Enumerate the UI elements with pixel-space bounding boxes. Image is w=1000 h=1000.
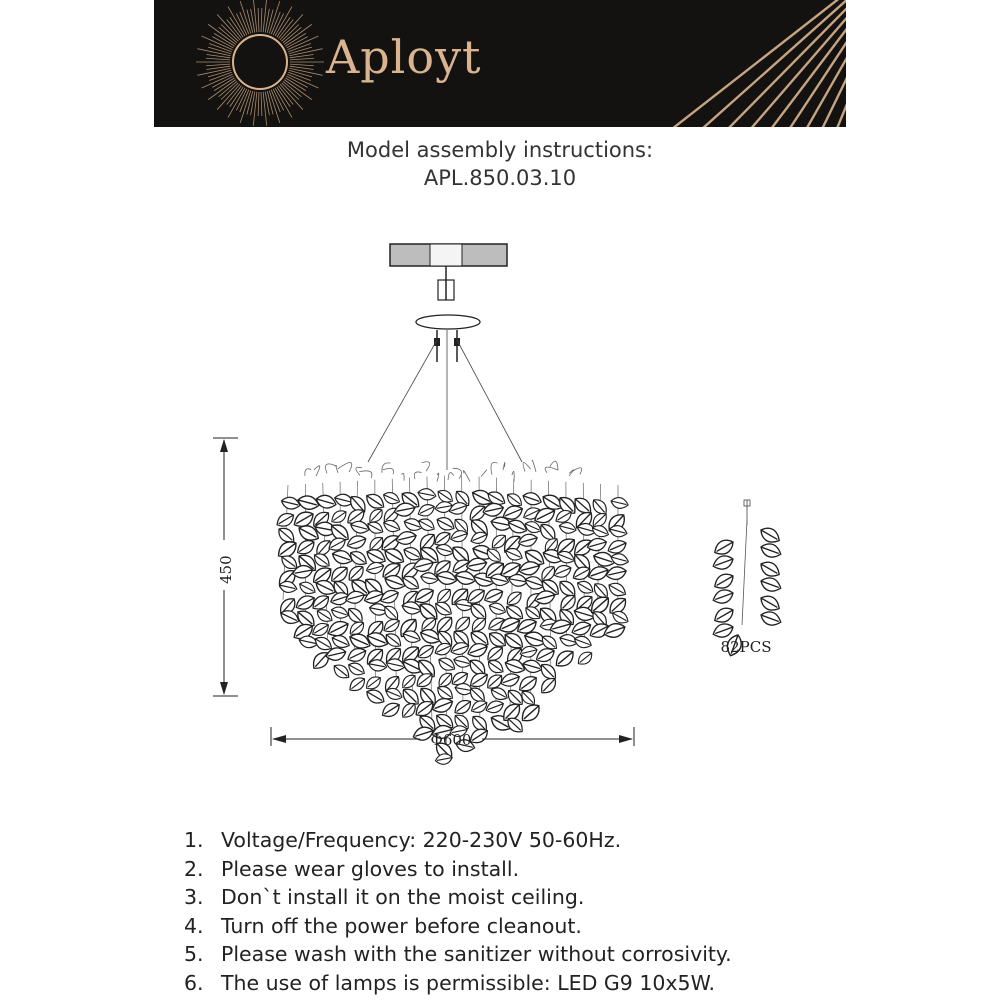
model-number: APL.850.03.10 (423, 166, 577, 190)
instruction-item: 1. Voltage/Frequency: 220-230V 50-60Hz. (184, 828, 622, 852)
parts-count-label: 82PCS (720, 638, 772, 656)
leaf-branch-part (711, 500, 783, 658)
instruction-item: 2. Please wear gloves to install. (184, 856, 520, 881)
leaf-cluster (274, 460, 631, 766)
brand-banner (154, 0, 846, 127)
ceiling-canopy (390, 244, 507, 362)
chandelier-technical-drawing (0, 230, 1000, 770)
instruction-item: 3. Don`t install it on the moist ceiling. (184, 885, 585, 909)
diameter-label: Φ600 (430, 731, 472, 749)
suspension-wires (368, 330, 522, 470)
brand-name: Aployt (326, 30, 482, 84)
sun-icon (233, 35, 287, 89)
height-label: 450 (217, 555, 235, 584)
instructions-list (184, 826, 732, 997)
sunburst-logo-graphic (154, 0, 846, 127)
height-dimension (213, 438, 238, 696)
instruction-item: 5. Please wash with the sanitizer without corrosivity. (184, 942, 732, 966)
document-title: Model assembly instructions: (346, 138, 654, 162)
instruction-item: 6. The use of lamps is permissible: LED G9 10x5W. (184, 970, 716, 995)
diameter-dimension (271, 727, 634, 749)
instruction-item: 4. Turn off the power before cleanout. (184, 913, 582, 938)
